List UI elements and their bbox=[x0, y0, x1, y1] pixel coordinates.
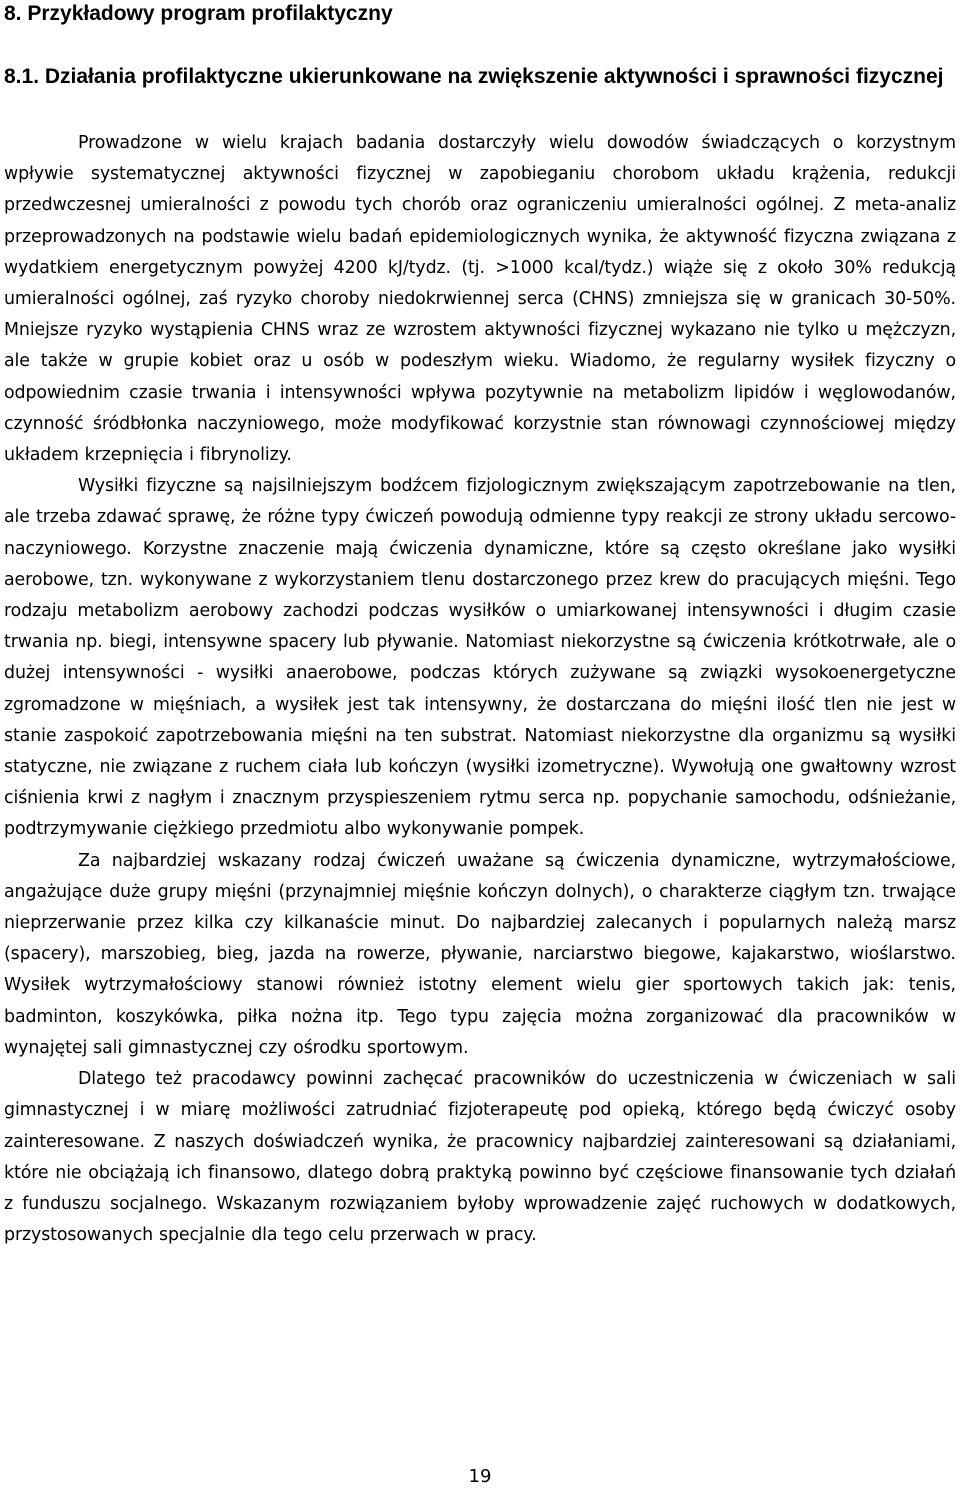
paragraph: Dlatego też pracodawcy powinni zachęcać pracowników do uczestniczenia w ćwiczeniach w sali gimnastycznej i w miarę możliwości zatrudniać fizjoterapeutę pod opieką, którego będą ćwiczyć osoby zainteresowane. Z naszych doświadczeń wynika, że pracownicy najbardziej zainteresowani są działaniami, które nie obciążają ich finansowo, dlatego dobrą praktyką powinno być częściowe finansowanie tych działań z funduszu socjalnego. Wskazanym rozwiązaniem byłoby wprowadzenie zajęć ruchowych w dodatkowych, przystosowanych specjalnie dla tego celu przerwach w pracy. bbox=[4, 1069, 956, 1246]
chapter-heading: 8. Przykładowy program profilaktyczny bbox=[4, 2, 393, 25]
paragraph: Prowadzone w wielu krajach badania dostarczyły wielu dowodów świadczących o korzystnym wpływie systematycznej aktywności fizycznej w zapobieganiu chorobom układu krążenia, redukcji przedwczesnej umieralności z powodu tych chorób oraz ograniczeniu umieralności ogólnej. Z meta-analiz przeprowadzonych na podstawie wielu badań epidemiologicznych wynika, że aktywność fizyczna związana z wydatkiem energetycznym powyżej 4200 kJ/tydz. (tj. >1000 kcal/tydz.) wiąże się z około 30% redukcją umieralności ogólnej, zaś ryzyko choroby niedokrwiennej serca (CHNS) zmniejsza się w granicach 30-50%. Mniejsze ryzyko wystąpienia CHNS wraz ze wzrostem aktywności fizycznej wykazano nie tylko u mężczyzn, ale także w grupie kobiet oraz u osób w podeszłym wieku. Wiadomo, że regularny wysiłek fizyczny o odpowiednim czasie trwania i intensywności wpływa pozytywnie na metabolizm lipidów i węglowodanów, czynność śródbłonka naczyniowego, może modyfikować korzystnie stan równowagi czynnościowej między układem krzepnięcia i fibrynolizy. bbox=[4, 133, 956, 466]
paragraph: Za najbardziej wskazany rodzaj ćwiczeń uważane są ćwiczenia dynamiczne, wytrzymałościowe, angażujące duże grupy mięśni (przynajmniej mięśnie kończyn dolnych), o charakterze ciągłym tzn. trwające nieprzerwanie przez kilka czy kilkanaście minut. Do najbardziej zalecanych i popularnych należą marsz (spacery), marszobieg, bieg, jazda na rowerze, pływanie, narciarstwo biegowe, kajakarstwo, wioślarstwo. Wysiłek wytrzymałościowy stanowi również istotny element wielu gier sportowych takich jak: tenis, badminton, koszykówka, piłka nożna itp. Tego typu zajęcia można zorganizować dla pracowników w wynajętej sali gimnastycznej czy ośrodku sportowym. bbox=[4, 850, 956, 1058]
body-text bbox=[4, 128, 956, 1251]
section-heading: 8.1. Działania profilaktyczne ukierunkowane na zwiększenie aktywności i sprawności fizycznej bbox=[4, 65, 944, 88]
page-number: 19 bbox=[468, 1466, 492, 1487]
paragraph: Wysiłki fizyczne są najsilniejszym bodźcem fizjologicznym zwiększającym zapotrzebowanie na tlen, ale trzeba zdawać sprawę, że różne typy ćwiczeń powodują odmienne typy reakcji ze strony układu sercowo-naczyniowego. Korzystne znaczenie mają ćwiczenia dynamiczne, które są często określane jako wysiłki aerobowe, tzn. wykonywane z wykorzystaniem tlenu dostarczonego przez krew do pracujących mięśni. Tego rodzaju metabolizm aerobowy zachodzi podczas wysiłków o umiarkowanej intensywności i długim czasie trwania np. biegi, intensywne spacery lub pływanie. Natomiast niekorzystne są ćwiczenia krótkotrwałe, ale o dużej intensywności - wysiłki anaerobowe, podczas których zużywane są związki wysokoenergetyczne zgromadzone w mięśniach, a wysiłek jest tak intensywny, że dostarczana do mięśni ilość tlen nie jest w stanie zaspokoić zapotrzebowania mięśni na ten substrat. Natomiast niekorzystne dla organizmu są wysiłki statyczne, nie związane z ruchem ciała lub kończyn (wysiłki izometryczne). Wywołują one gwałtowny wzrost ciśnienia krwi z nagłym i znacznym przyspieszeniem rytmu serca np. popychanie samochodu, odśnieżanie, podtrzymywanie ciężkiego przedmiotu albo wykonywanie pompek. bbox=[4, 476, 956, 840]
document-page bbox=[4, 0, 956, 1251]
